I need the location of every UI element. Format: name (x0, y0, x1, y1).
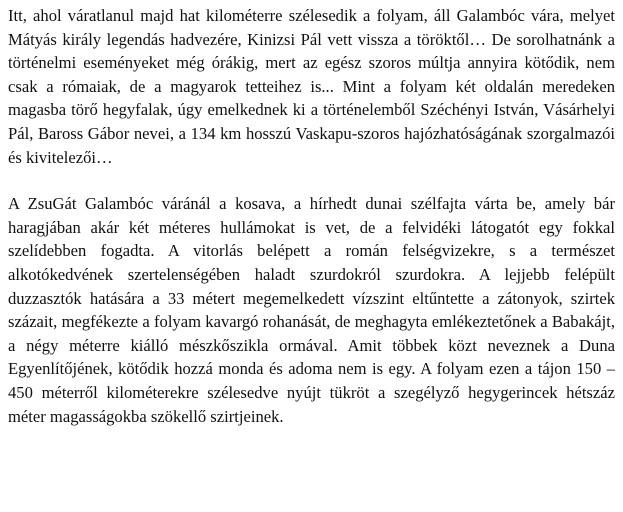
paragraph-galamboc-history: Itt, ahol váratlanul majd hat kilométerre szélesedik a folyam, áll Galambóc vára, melyet Mátyás király legendás hadvezére, Kinizsi Pál vett vissza a töröktől… De sorolhatnánk a történelmi eseményeket még órákig, mert az egész szoros múltja annyira kötődik, nem csak a rómaiak, de a magyarok tetteihez is... Mint a folyam két oldalán meredeken magasba törő hegyfalak, úgy emelkednek ki a történelemből Széchényi István, Vásárhelyi Pál, Baross Gábor nevei, a 134 km hosszú Vaskapu-szoros hajózhatóságának szorgalmazói és kivitelezői… (8, 6, 615, 167)
paragraph-zsugat-voyage: A ZsuGát Galambóc váránál a kosava, a hírhedt dunai szélfajta várta be, amely bár haragjában akár két méteres hullámokat is vet, de a felvidéki látogatót egy fokkal szelídebben fogadta. A vitorlás belépett a román felségvizekre, s a természet alkotókedvének szertelenségében haladt szurdokról szurdokra. A lejjebb felépült duzzasztók hatására a 33 métert megemelkedett vízszint eltűntette a zátonyok, szirtek százait, megfékezte a folyam kavargó rohanását, de meghagyta emlékeztetőnek a Babakájt, a négy méterre kiálló mészkőszikla ormával. Amit többek közt neveznek a Duna Egyenlítőjének, kötődik hozzá monda és adoma nem is egy. A folyam ezen a tájon 150 – 450 méterről kilométerekre szélesedve nyújt tükröt a szegélyző hegygerincek hétszáz méter magasságokba szökellő szirtjeinek. (8, 194, 615, 426)
